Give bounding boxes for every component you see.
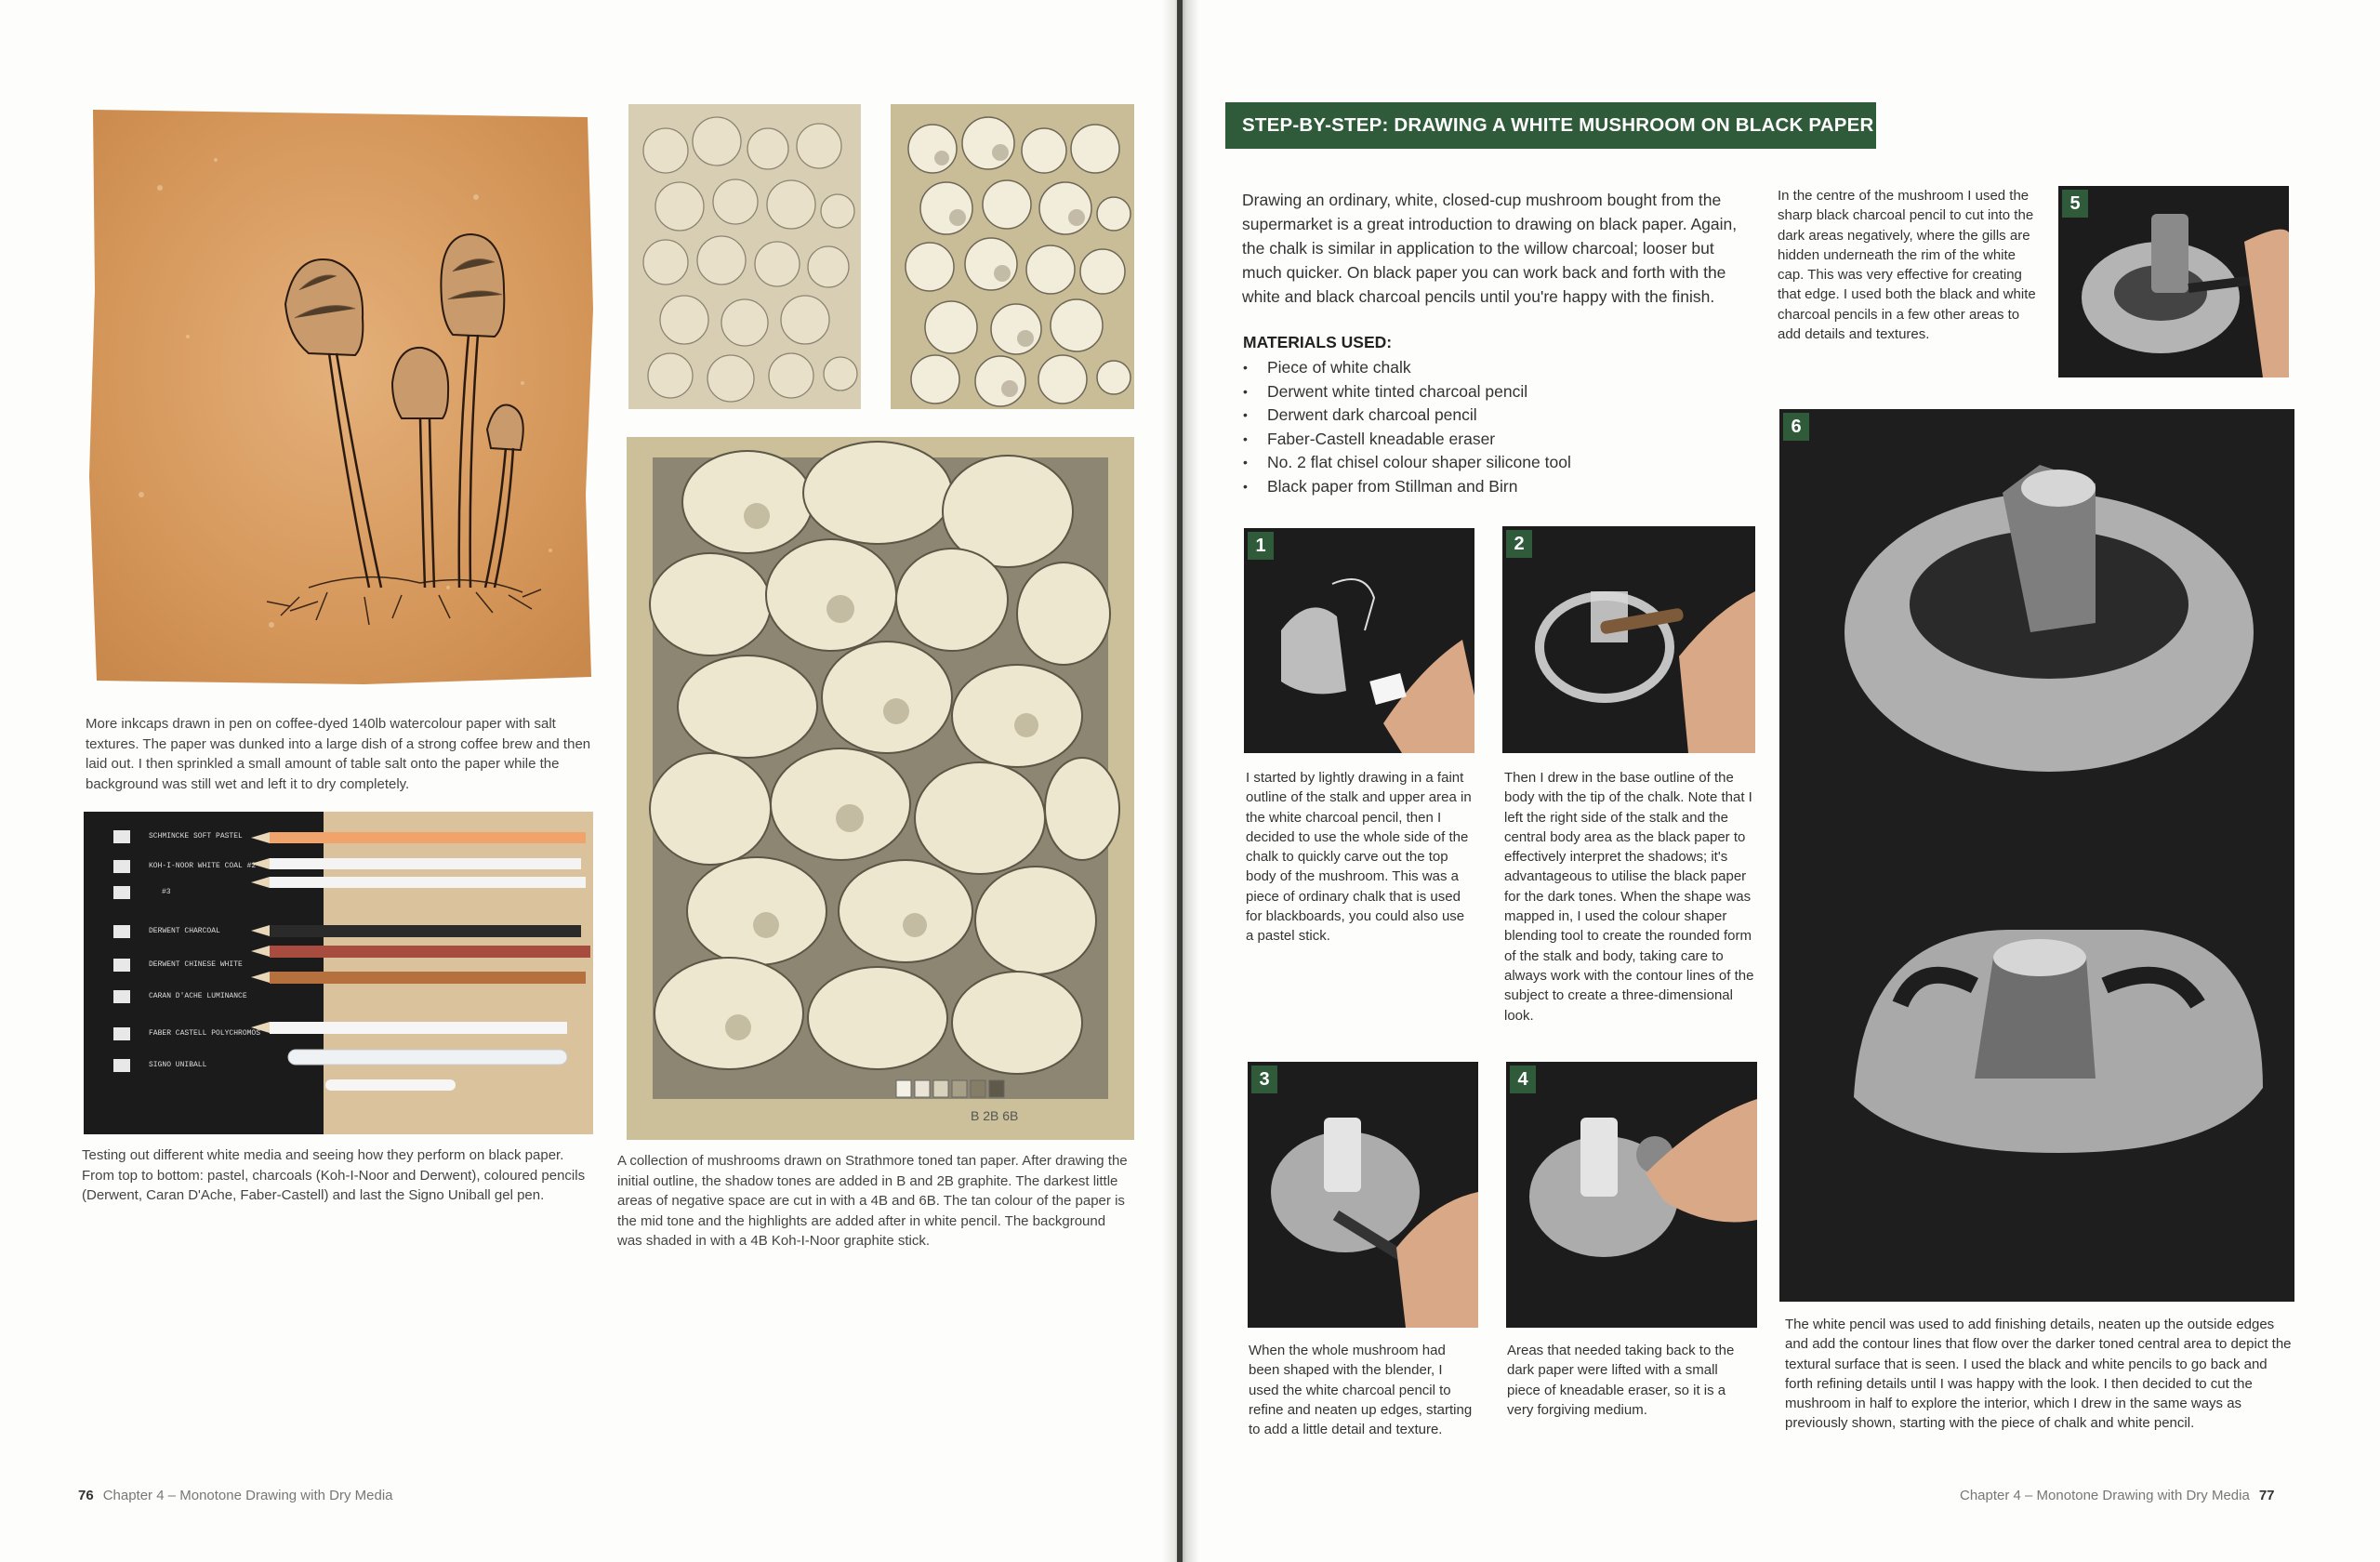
step-5-photo bbox=[2058, 186, 2289, 377]
swatch-label: CARAN D'ACHE LUMINANCE bbox=[149, 992, 247, 1000]
white-media-test-photo bbox=[84, 812, 593, 1134]
material-item: • Derwent white tinted charcoal pencil bbox=[1243, 380, 1745, 404]
material-item: • Black paper from Stillman and Birn bbox=[1243, 475, 1745, 499]
page-number-77: 77 bbox=[2258, 1488, 2275, 1503]
step-3-text: When the whole mushroom had been shaped with the blender, I used the white charcoal pencil to refine and neaten up edges, starting to add a little detail and texture. bbox=[1249, 1343, 1473, 1438]
step-4-number: 4 bbox=[1510, 1066, 1536, 1093]
step-6-number: 6 bbox=[1783, 413, 1809, 441]
material-item: • Derwent dark charcoal pencil bbox=[1243, 404, 1745, 428]
materials-list bbox=[1243, 356, 1745, 498]
step-5-number: 5 bbox=[2062, 190, 2088, 218]
step-3-number: 3 bbox=[1251, 1066, 1277, 1093]
swatch-label: DERWENT CHARCOAL bbox=[149, 927, 220, 935]
pencils-and-pastels bbox=[251, 812, 593, 1134]
right-footer bbox=[1960, 1488, 2275, 1503]
step-1-photo bbox=[1244, 528, 1474, 753]
caption-inkcaps: More inkcaps drawn in pen on coffee-dyed 140lb watercolour paper with salt textures. The paper was dunked into a large dish of a strong coffee brew and then laid out. I then sprinkled a small amount of table salt onto the paper while the background was still wet and left it to dry completely. bbox=[86, 716, 591, 792]
step-6-photo bbox=[1779, 409, 2294, 1302]
step-2-text: Then I drew in the base outline of the body with the tip of the chalk. Note that I left the right side of the stalk and the central body area as the black paper to effectively interpret the shadows; it's advantageous to utilise the black paper for the dark tones. When the shape was mapped in, I used the colour shaper blending tool to create the rounded form of the stalk and body, taking care to always work with the contour lines of the subject to create a three-dimensional look. bbox=[1504, 770, 1754, 1024]
caption-white-media: Testing out different white media and seeing how they perform on black paper. From top to bottom: pastel, charcoals (Koh-I-Noor and Derwent), coloured pencils (Derwent, Caran D'Ache, Faber-Castell) and last the Signo Uniball gel pen. bbox=[82, 1147, 586, 1203]
step-2-number: 2 bbox=[1506, 530, 1532, 558]
step-4-photo bbox=[1506, 1062, 1757, 1328]
inkcaps-illustration bbox=[86, 104, 597, 690]
swatch-label: KOH-I-NOOR WHITE COAL #2 bbox=[149, 862, 257, 870]
book-spine bbox=[1177, 0, 1183, 1562]
step-4-text: Areas that needed taking back to the dark paper were lifted with a small piece of kneadable eraser, so it is a very forgiving medium. bbox=[1507, 1343, 1735, 1418]
swatch-label: #3 bbox=[162, 888, 171, 896]
left-footer bbox=[78, 1488, 393, 1503]
material-item: • No. 2 flat chisel colour shaper silicone tool bbox=[1243, 451, 1745, 475]
step-5-text: In the centre of the mushroom I used the sharp black charcoal pencil to cut into the dark areas negatively, where the gills are hidden underneath the rim of the white cap. This was very effective for creating that edge. I used both the black and white charcoal pencils in a few other areas to add details and textures. bbox=[1778, 188, 2036, 343]
step-1-text: I started by lightly drawing in a faint outline of the stalk and upper area in the white charcoal pencil, then I decided to use the whole side of the chalk to quickly carve out the top body of the mushroom. This was a piece of ordinary chalk that is used for blackboards, you could also use a pastel stick. bbox=[1246, 770, 1472, 945]
swatch-label: SCHMINCKE SOFT PASTEL bbox=[149, 832, 243, 841]
right-footer-chapter: Chapter 4 – Monotone Drawing with Dry Media bbox=[1960, 1488, 2250, 1503]
mushroom-sketch-shaded bbox=[891, 104, 1134, 409]
step-1-number: 1 bbox=[1248, 532, 1274, 560]
mushroom-collection-drawing bbox=[627, 437, 1134, 1140]
left-footer-chapter: Chapter 4 – Monotone Drawing with Dry Media bbox=[102, 1488, 393, 1503]
mushroom-sketch-outline bbox=[628, 104, 861, 409]
swatch-label: DERWENT CHINESE WHITE bbox=[149, 960, 243, 969]
material-item: • Piece of white chalk bbox=[1243, 356, 1745, 380]
step-6-text: The white pencil was used to add finishing details, neaten up the outside edges and add the contour lines that flow over the darker toned central area to depict the textural surface that is seen. I used the black and white pencils to go back and forth refining details until I was happy with the look. I then decided to cut the mushroom in half to explore the interior, which I drew in the same ways as previously shown, starting with the piece of chalk and white pencil. bbox=[1785, 1317, 2292, 1432]
intro-paragraph: Drawing an ordinary, white, closed-cup mushroom bought from the supermarket is a great introduction to drawing on black paper. Again, the chalk is similar in application to the willow charcoal; looser but much quicker. On black paper you can work back and forth with the white and black charcoal pencils until you're happy with the finish. bbox=[1242, 191, 1738, 306]
caption-mushroom-collection: A collection of mushrooms drawn on Strathmore toned tan paper. After drawing the initial outline, the shadow tones are added in B and 2B graphite. The darkest little areas of negative space are cut in with a 4B and 6B. The tan colour of the paper is the mid tone and the highlights are added after in white pencil. The background was shaded in with a 4B Koh-I-Noor graphite stick. bbox=[617, 1153, 1128, 1249]
swatch-label: SIGNO UNIBALL bbox=[149, 1061, 207, 1069]
step-2-photo bbox=[1502, 526, 1755, 753]
material-item: • Faber-Castell kneadable eraser bbox=[1243, 428, 1745, 452]
swatch-label: FABER CASTELL POLYCHROMOS bbox=[149, 1029, 261, 1038]
step-by-step-heading: STEP-BY-STEP: DRAWING A WHITE MUSHROOM ON BLACK PAPER bbox=[1225, 102, 1876, 149]
materials-title: MATERIALS USED: bbox=[1243, 333, 1393, 351]
page-number-76: 76 bbox=[78, 1488, 94, 1503]
step-3-photo bbox=[1248, 1062, 1478, 1328]
graphite-scale-label: B 2B 6B bbox=[971, 1108, 1019, 1123]
